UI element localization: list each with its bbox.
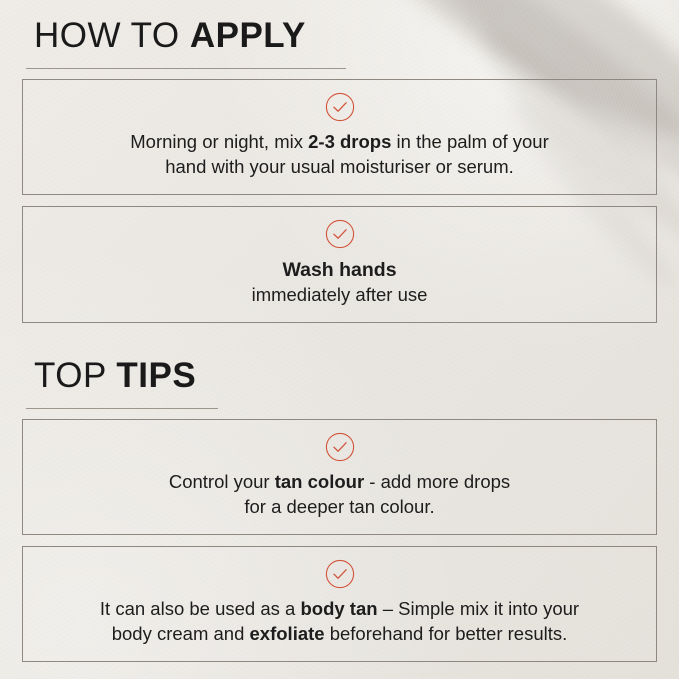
card-text-a: immediately after use [251,284,428,306]
card-text-bold: tan colour [274,471,365,493]
card-text-bold: 2-3 drops [308,131,392,152]
card-text-bold: Wash hands [282,258,397,281]
tip-card [22,419,657,535]
card-line-2 [41,283,638,308]
section-heading-how-to-apply [26,16,346,69]
card-text-bold: exfoliate [249,623,325,645]
page-title [34,16,306,60]
card-text-a: hand with your usual moisturiser or serum. [165,155,514,177]
check-circle-icon [325,219,355,249]
card-text-a: body cream and [111,623,250,645]
card-text-a: for a deeper tan colour. [244,496,435,518]
card-line-2 [41,622,638,647]
heading-bold-text: APPLY [189,16,306,55]
tip-card [22,546,657,662]
card-line-1 [41,130,638,155]
instruction-card [22,206,657,323]
card-line-2 [41,155,638,180]
card-line-2 [41,495,638,520]
heading-light-text: HOW TO [34,16,190,55]
card-text-a: Control your [168,471,275,493]
heading-light-text: TOP [34,356,117,396]
card-text-bold: body tan [300,598,378,620]
card-text-c: in the palm of your [391,131,549,152]
card-text-c: - add more drops [364,471,511,493]
card-text-c: – Simple mix it into your [377,598,580,620]
check-circle-icon [325,432,355,462]
card-text-a: Morning or night, mix [130,131,309,152]
card-line-1 [41,597,638,622]
check-circle-icon [325,559,355,589]
check-circle-icon [325,92,355,122]
section-title [34,356,196,400]
card-line-1 [41,470,638,495]
section-spacer [22,334,657,356]
card-text-a: It can also be used as a [99,598,301,620]
heading-bold-text: TIPS [116,356,197,396]
card-line-1 [41,257,638,283]
card-text-c: beforehand for better results. [324,623,568,645]
instruction-card [22,79,657,195]
section-heading-top-tips [26,356,218,409]
